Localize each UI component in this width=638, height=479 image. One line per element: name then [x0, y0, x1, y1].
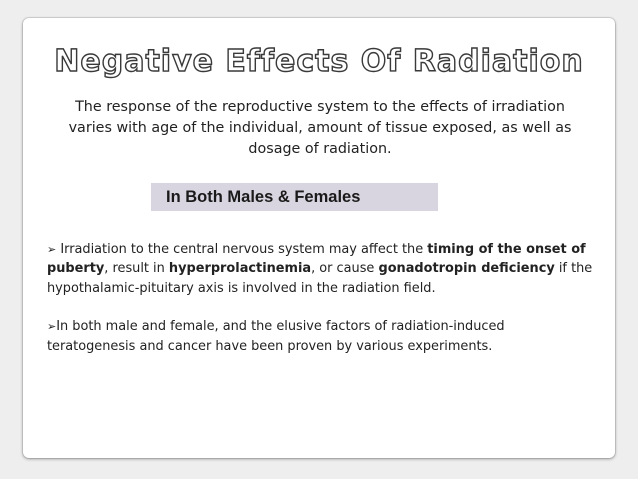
bullet-text: Irradiation to the central nervous system may affect the — [56, 242, 428, 257]
arrow-bullet-icon: ➢ — [47, 320, 57, 334]
slide-title: Negative Effects Of Radiation — [54, 44, 584, 79]
bullet-list — [47, 240, 595, 375]
arrow-bullet-icon: ➢ — [47, 243, 57, 256]
bullet-emphasis: timing of the onset of puberty — [47, 242, 586, 277]
bullet-emphasis: hyperprolactinemia — [168, 261, 312, 277]
slide-frame — [23, 18, 615, 458]
bullet-text: , result in — [104, 261, 169, 277]
bullet-text: if the hypothalamic-pituitary axis is involved in the radiation field. — [47, 261, 593, 296]
bullet-text: In both male and female, and the elusive factors of radiation-induced teratogenesis and cancer have been proven by various experiments. — [47, 319, 505, 354]
bullet-item — [47, 240, 595, 298]
section-label: In Both Males & Females — [151, 183, 438, 211]
intro-paragraph: The response of the reproductive system to the effects of irradiation varies with age of the individual, amount of tissue exposed, as well as dosage of radiation. — [68, 99, 572, 157]
bullet-item — [47, 317, 595, 356]
bullet-emphasis: gonadotropin deficiency — [378, 261, 555, 277]
bullet-text: , or cause — [311, 261, 379, 277]
